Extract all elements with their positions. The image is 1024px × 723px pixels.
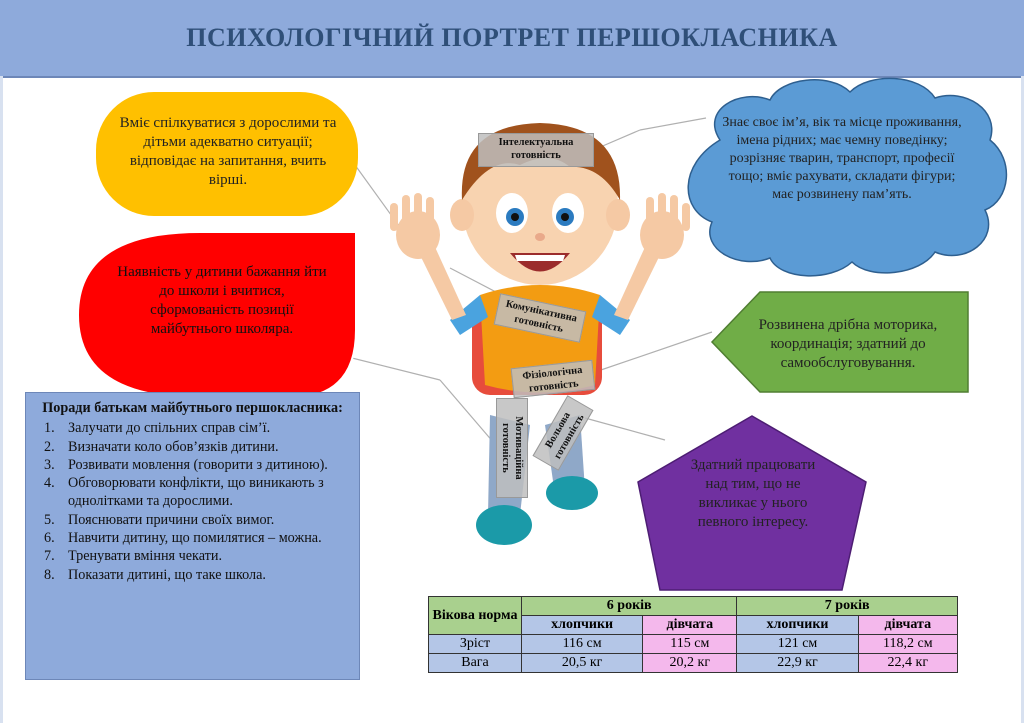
label-communicative: Комунікативна готовність bbox=[494, 293, 587, 343]
table-cell: 115 см bbox=[643, 635, 737, 654]
list-item-number: 5. bbox=[44, 511, 55, 528]
tips-title: Поради батькам майбутнього першокласника: bbox=[42, 400, 343, 416]
table-cell: 121 см bbox=[737, 635, 858, 654]
table-header-girls: дівчата bbox=[643, 616, 737, 635]
list-item bbox=[36, 456, 349, 474]
list-item-text: Залучати до спільних справ сім’ї. bbox=[68, 420, 271, 437]
boy-left-ear bbox=[450, 199, 474, 231]
boy-left-shoe bbox=[476, 505, 532, 545]
list-item bbox=[36, 438, 349, 456]
yellow-bubble-text: Вміє спілкуватися з дорослими та дітьми адекватно ситуації; відповідає на запитання, вчить вірші. bbox=[119, 115, 337, 188]
list-item bbox=[36, 566, 349, 584]
boy-right-shoe bbox=[546, 476, 598, 510]
cloud-text: Знає своє ім’я, вік та місце проживання, імена рідних; має чемну поведінку; розрізняє тварин, транспорт, професії тощо; вміє рахувати, складати фігури; має розвинену пам’ять. bbox=[722, 115, 962, 202]
boy-left-arm bbox=[420, 247, 466, 320]
table-cell: 22,4 кг bbox=[858, 654, 957, 673]
boy-right-hand bbox=[640, 193, 690, 259]
list-item-text: Обговорювати конфлікти, що виникають з однолітками та дорослими. bbox=[68, 475, 324, 510]
label-volitional: Вольова готовність bbox=[533, 395, 594, 471]
red-bubble-text: Наявність у дитини бажання йти до школи і вчитися, сформованість позиції майбутнього школяра. bbox=[117, 264, 327, 337]
list-item-number: 7. bbox=[44, 548, 55, 565]
list-item-text: Визначати коло обов’язків дитини. bbox=[68, 438, 279, 455]
list-item-text: Показати дитині, що таке школа. bbox=[68, 566, 266, 583]
age-norm-table bbox=[428, 596, 958, 673]
green-pentagon-text: Розвинена дрібна моторика, координація; здатний до самообслуговування. bbox=[758, 317, 938, 371]
table-header-age6: 6 років bbox=[522, 597, 737, 616]
table-cell: 118,2 см bbox=[858, 635, 957, 654]
table-cell: 22,9 кг bbox=[737, 654, 858, 673]
table-row bbox=[429, 597, 958, 616]
list-item bbox=[36, 474, 349, 511]
boy-right-ear bbox=[606, 199, 630, 231]
table-cell: 20,5 кг bbox=[522, 654, 643, 673]
list-item-text: Розвивати мовлення (говорити з дитиною). bbox=[68, 456, 328, 473]
label-motivational: Мотиваційна готовність bbox=[496, 398, 528, 498]
table-header-age7: 7 років bbox=[737, 597, 958, 616]
list-item-number: 3. bbox=[44, 456, 55, 473]
table-row bbox=[429, 635, 958, 654]
table-row-label: Зріст bbox=[429, 635, 522, 654]
list-item-number: 6. bbox=[44, 530, 55, 547]
table-header-boys: хлопчики bbox=[737, 616, 858, 635]
label-physiological: Фізіологічна готовність bbox=[511, 360, 596, 398]
list-item bbox=[36, 419, 349, 437]
table-cell: 116 см bbox=[522, 635, 643, 654]
boy-nose bbox=[535, 233, 545, 241]
table-header-girls: дівчата bbox=[858, 616, 957, 635]
list-item-text: Пояснювати причини своїх вимог. bbox=[68, 511, 275, 528]
list-item-text: Навчити дитину, що помилятися – можна. bbox=[68, 530, 322, 547]
list-item-number: 8. bbox=[44, 566, 55, 583]
boy-right-arm bbox=[614, 247, 660, 320]
boy-left-hand bbox=[390, 193, 440, 259]
page-title: ПСИХОЛОГІЧНИЙ ПОРТРЕТ ПЕРШОКЛАСНИКА bbox=[186, 23, 838, 52]
table-corner-cell: Вікова норма bbox=[429, 597, 522, 635]
list-item bbox=[36, 511, 349, 529]
label-intellectual: Інтелектуальна готовність bbox=[478, 133, 594, 167]
purple-pentagon-text: Здатний працювати над тим, що не викликає у нього певного інтересу. bbox=[690, 457, 816, 530]
list-item-number: 2. bbox=[44, 438, 55, 455]
table-header-boys: хлопчики bbox=[522, 616, 643, 635]
tips-list bbox=[36, 419, 349, 584]
table-row-label: Вага bbox=[429, 654, 522, 673]
parent-tips-box bbox=[25, 392, 360, 680]
table-cell: 20,2 кг bbox=[643, 654, 737, 673]
table-row bbox=[429, 654, 958, 673]
list-item-number: 1. bbox=[44, 420, 55, 437]
list-item bbox=[36, 547, 349, 565]
list-item-text: Тренувати вміння чекати. bbox=[68, 548, 222, 565]
list-item-number: 4. bbox=[44, 475, 55, 492]
list-item bbox=[36, 529, 349, 547]
